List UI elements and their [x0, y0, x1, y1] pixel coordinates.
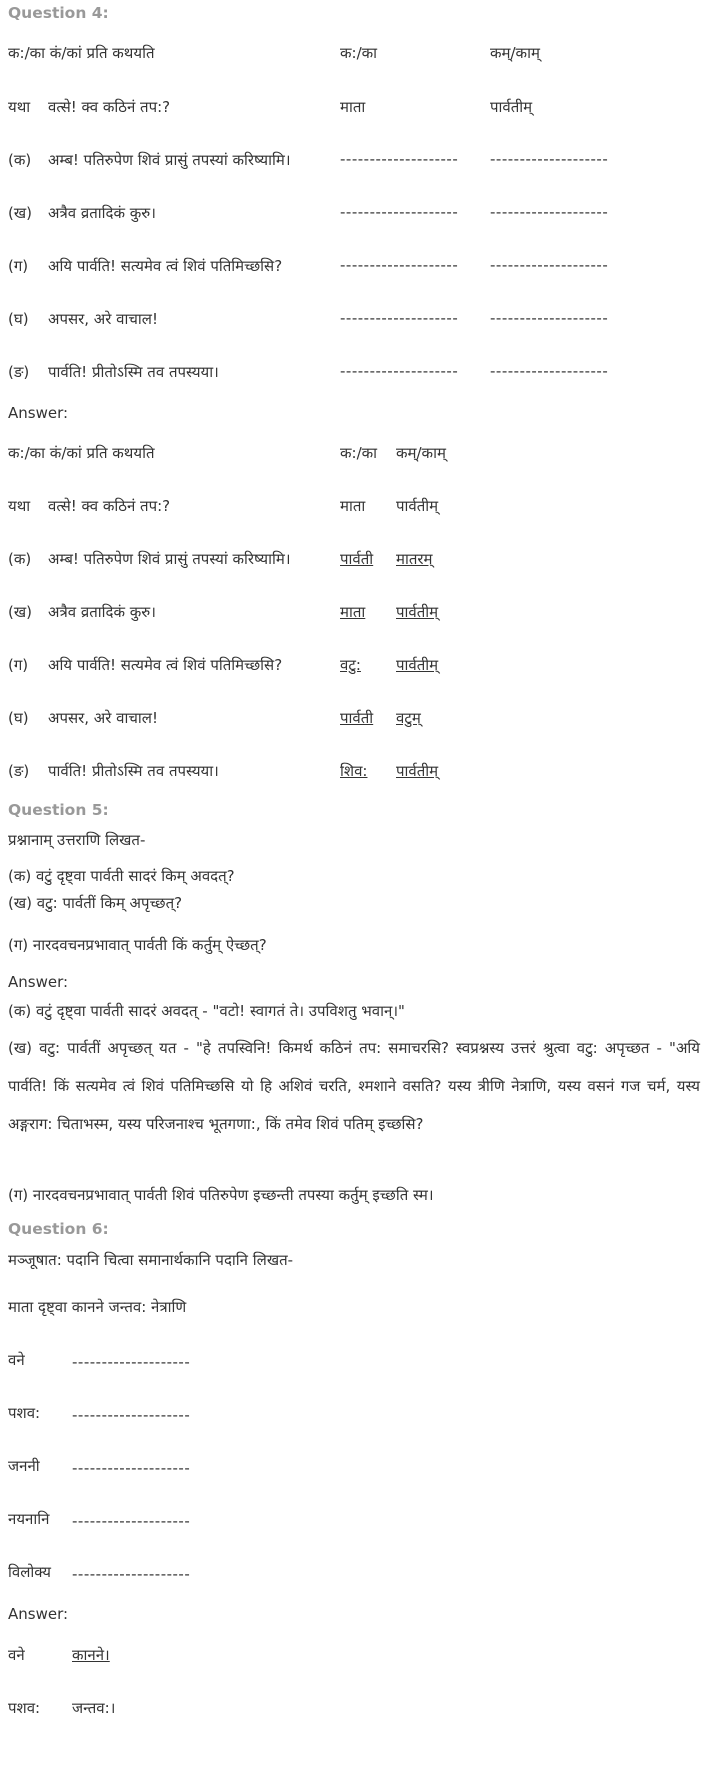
q6-item-word: पशव: [8, 1404, 41, 1422]
q5-answer-kha: (ख) वटु: पार्वतीं अपृच्छत् यत - "हे तपस्विनि! किमर्थ कठिनं तप: समाचरसि? स्वप्रश्नस्य उत्तरं श्रुत्वा वटु: अपृच्छत - "अयि पार्वति! किं सत्यमेव त्वं शिवं पतिमिच्छसि यो हि अशिवं चरति, श्मशाने वसति? यस्य त्रीणि नेत्राणि, यस्य वसनं गज चर्म, यस्य अङ्गराग: चिताभस्म, यस्य परिजनाश्च भूतगणा:, किं तमेव शिवं पतिम् इच्छसि? [8, 1039, 700, 1133]
q6-item-word: विलोक्य [8, 1563, 52, 1581]
question-6-heading: Question 6: [8, 1220, 109, 1238]
q4-header-col1: क:/का कं/कां प्रति कथयति [8, 44, 155, 62]
q4-answer-row-text: पार्वति! प्रीतोऽस्मि तव तपस्यया। [48, 762, 219, 780]
q4-answer-row-text: अपसर, अरे वाचाल! [48, 709, 158, 727]
q4-answer-row-mark: (क) [8, 550, 32, 568]
q4-answer-listener: मातरम् [396, 550, 433, 568]
q4-row-mark: (ग) [8, 257, 29, 275]
q4-row-text: अम्ब! पतिरुपेण शिवं प्रासुं तपस्यां करिष्यामि। [48, 151, 291, 169]
q4-answer-speaker: माता [340, 603, 366, 621]
q5-question: (क) वटुं दृष्ट्वा पार्वती सादरं किम् अवदत्? [8, 867, 235, 885]
q6-answer-label: Answer: [8, 1605, 69, 1623]
q4-answer-listener: पार्वतीम् [396, 603, 439, 621]
q4-header-col3: कम्/काम् [490, 44, 540, 62]
q4-answer-header-col3: कम्/काम् [396, 444, 446, 462]
q5-answer-label: Answer: [8, 973, 69, 991]
q5-question: (ग) नारदवचनप्रभावात् पार्वती किं कर्तुम् ऐच्छत्? [8, 936, 267, 954]
q4-row-text: अत्रैव व्रतादिकं कुरु। [48, 204, 156, 222]
q6-item-word: नयनानि [8, 1510, 50, 1528]
q4-answer-example-mark: यथा [8, 497, 31, 515]
q4-header-col2: क:/का [340, 44, 378, 62]
q4-blank-col3: -------------------- [490, 309, 609, 327]
q4-blank-col3: -------------------- [490, 150, 609, 168]
q4-answer-speaker: पार्वती [340, 709, 374, 727]
q6-item-blank: -------------------- [72, 1459, 191, 1477]
q5-answer-ka: (क) वटुं दृष्ट्वा पार्वती सादरं अवदत् - "वटो! स्वागतं ते। उपविशतु भवान्।" [8, 1002, 405, 1020]
q6-item-word: जननी [8, 1457, 40, 1475]
question-4-heading: Question 4: [8, 4, 109, 22]
q5-answer-ga: (ग) नारदवचनप्रभावात् पार्वती शिवं पतिरुपेण इच्छन्ती तपस्या कर्तुम् इच्छति स्म। [8, 1186, 434, 1204]
q4-answer-row-mark: (घ) [8, 709, 29, 727]
q4-blank-col2: -------------------- [340, 362, 459, 380]
q4-row-text: पार्वति! प्रीतोऽस्मि तव तपस्यया। [48, 363, 219, 381]
q4-answer-row-mark: (ङ) [8, 762, 30, 780]
q6-word-box: माता दृष्ट्वा कानने जन्तव: नेत्राणि [8, 1298, 187, 1316]
q4-answer-row-text: अयि पार्वति! सत्यमेव त्वं शिवं पतिमिच्छसि? [48, 656, 283, 674]
q6-answer-word: पशव: [8, 1699, 41, 1717]
q5-question: (ख) वटु: पार्वतीं किम् अपृच्छत्? [8, 894, 183, 912]
q4-blank-col3: -------------------- [490, 203, 609, 221]
q4-row-text: अपसर, अरे वाचाल! [48, 310, 158, 328]
q4-row-mark: (क) [8, 151, 32, 169]
q6-item-blank: -------------------- [72, 1406, 191, 1424]
q4-row-mark: (ख) [8, 204, 32, 222]
q4-answer-speaker: पार्वती [340, 550, 374, 568]
q5-instruction: प्रश्नानाम् उत्तराणि लिखत- [8, 831, 146, 849]
q6-answer-word: वने [8, 1646, 25, 1664]
q4-answer-listener: वटुम् [396, 709, 421, 727]
q4-row-mark: (ङ) [8, 363, 30, 381]
q6-instruction: मञ्जूषात: पदानि चित्वा समानार्थकानि पदानि लिखत- [8, 1251, 294, 1269]
q4-row-text: अयि पार्वति! सत्यमेव त्वं शिवं पतिमिच्छसि? [48, 257, 283, 275]
q4-answer-speaker: वटु: [340, 656, 361, 674]
q4-blank-col2: -------------------- [340, 309, 459, 327]
q6-item-blank: -------------------- [72, 1565, 191, 1583]
q4-answer-example-col3: पार्वतीम् [396, 497, 439, 515]
q4-example-text: वत्से! क्व कठिनं तप:? [48, 98, 171, 116]
q4-blank-col3: -------------------- [490, 256, 609, 274]
q6-item-blank: -------------------- [72, 1512, 191, 1530]
q6-item-blank: -------------------- [72, 1353, 191, 1371]
q4-answer-header-col2: क:/का [340, 444, 378, 462]
q6-answer-value: कानने। [72, 1646, 110, 1664]
q4-answer-header-col1: क:/का कं/कां प्रति कथयति [8, 444, 155, 462]
q4-answer-row-mark: (ग) [8, 656, 29, 674]
q4-blank-col2: -------------------- [340, 256, 459, 274]
q4-row-mark: (घ) [8, 310, 29, 328]
q4-example-col2: माता [340, 98, 366, 116]
q4-blank-col3: -------------------- [490, 362, 609, 380]
question-5-heading: Question 5: [8, 801, 109, 819]
q4-blank-col2: -------------------- [340, 150, 459, 168]
q4-answer-listener: पार्वतीम् [396, 762, 439, 780]
q4-example-mark: यथा [8, 98, 31, 116]
q4-answer-example-col2: माता [340, 497, 366, 515]
q4-answer-row-mark: (ख) [8, 603, 32, 621]
q6-answer-value: जन्तव:। [72, 1699, 116, 1717]
q4-answer-row-text: अत्रैव व्रतादिकं कुरु। [48, 603, 156, 621]
q4-answer-speaker: शिव: [340, 762, 368, 780]
q4-answer-label: Answer: [8, 404, 69, 422]
q4-answer-listener: पार्वतीम् [396, 656, 439, 674]
q4-answer-row-text: अम्ब! पतिरुपेण शिवं प्रासुं तपस्यां करिष्यामि। [48, 550, 291, 568]
q4-answer-example-text: वत्से! क्व कठिनं तप:? [48, 497, 171, 515]
q4-example-col3: पार्वतीम् [490, 98, 533, 116]
q4-blank-col2: -------------------- [340, 203, 459, 221]
q6-item-word: वने [8, 1351, 25, 1369]
